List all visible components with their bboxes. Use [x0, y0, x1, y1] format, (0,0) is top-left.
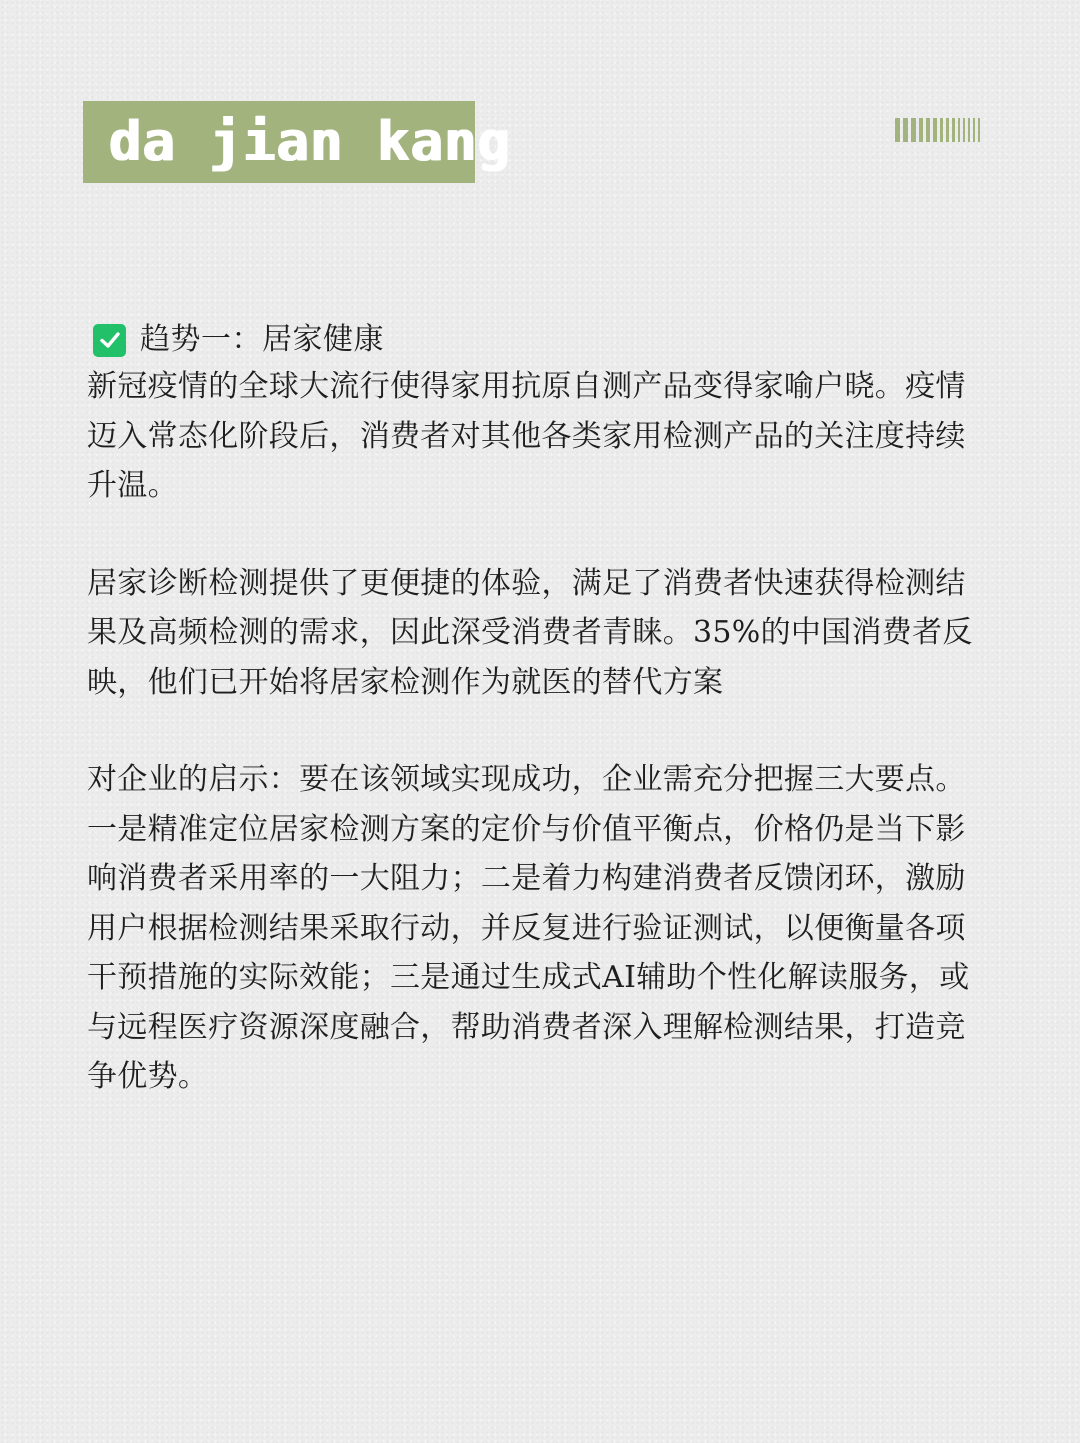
paragraph-intro: 新冠疫情的全球大流行使得家用抗原自测产品变得家喻户晓。疫情迈入常态化阶段后，消费者对其他各类家用检测产品的关注度持续升温。	[87, 369, 966, 503]
paragraph-business-implications: 对企业的启示：要在该领域实现成功，企业需充分把握三大要点。一是精准定位居家检测方案的定价与价值平衡点，价格仍是当下影响消费者采用率的一大阻力；二是着力构建消费者反馈闭环，激励用户根据检测结果采取行动，并反复进行验证测试，以便衡量各项干预措施的实际效能；三是通过生成式AI辅助个性化解读服务，或与远程医疗资源深度融合，帮助消费者深入理解检测结果，打造竞争优势。	[87, 762, 970, 1094]
paragraph-home-testing: 居家诊断检测提供了更便捷的体验，满足了消费者快速获得检测结果及高频检测的需求，因此深受消费者青睐。35%的中国消费者反映，他们已开始将居家检测作为就医的替代方案	[87, 565, 973, 700]
section-heading	[93, 318, 987, 362]
section-heading-text: 趋势一：居家健康	[140, 322, 384, 357]
title-badge	[83, 101, 512, 183]
article-body	[87, 318, 987, 1102]
barcode-stripes-icon	[895, 118, 1001, 142]
check-mark-icon	[93, 324, 126, 357]
badge-text: da jian kang	[109, 110, 512, 173]
